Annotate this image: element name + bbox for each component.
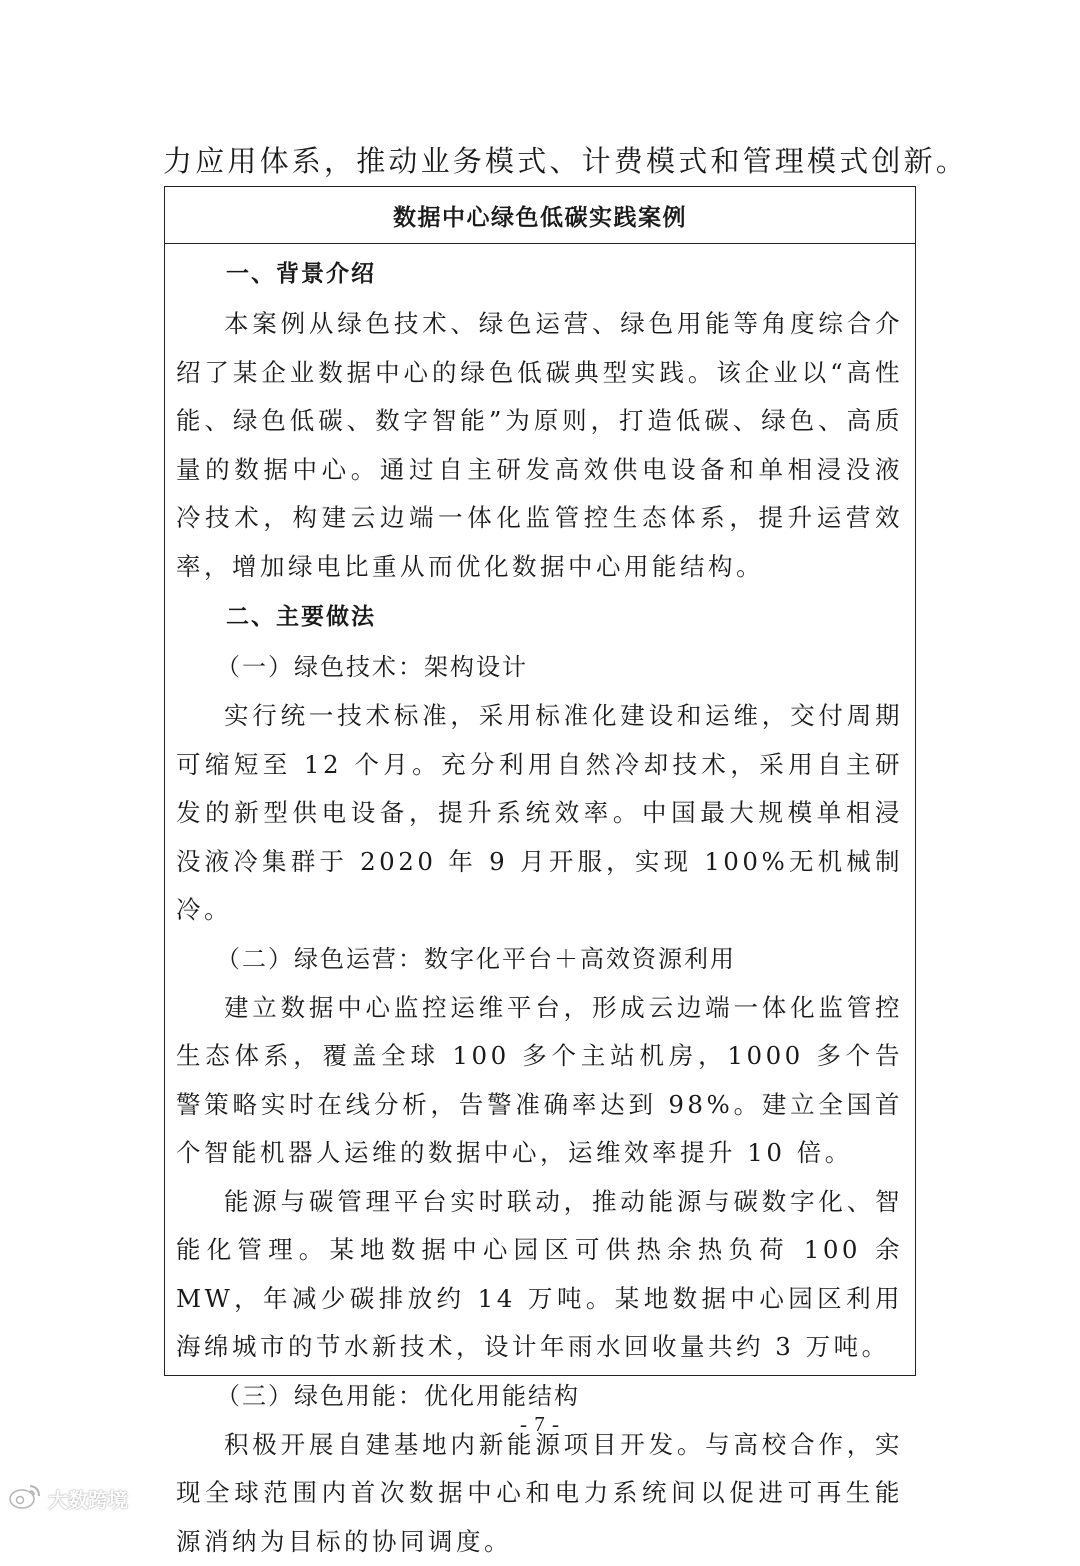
lead-text: 力应用体系，推动业务模式、计费模式和管理模式创新。 — [163, 136, 923, 186]
subheading-green-energy: （三）绿色用能：优化用能结构 — [176, 1372, 903, 1421]
case-title: 数据中心绿色低碳实践案例 — [165, 187, 915, 244]
paragraph-green-operation-1: 建立数据中心监控运维平台，形成云边端一体化监管控生态体系，覆盖全球 100 多个主站机房，1000 多个告警策略实时在线分析，告警准确率达到 98%。建立全国首个智能机器人运维的数据中心，运维效率提升 10 倍。 — [176, 984, 903, 1178]
weibo-logo-icon — [8, 1482, 42, 1514]
paragraph-green-tech: 实行统一技术标准，采用标准化建设和运维，交付周期可缩短至 12 个月。充分利用自然冷却技术，采用自主研发的新型供电设备，提升系统效率。中国最大规模单相浸没液冷集群于 2020 年 9 月开服，实现 100%无机械制冷。 — [176, 692, 903, 935]
section-heading-practices: 二、主要做法 — [176, 591, 903, 643]
paragraph-background: 本案例从绿色技术、绿色运营、绿色用能等角度综合介绍了某企业数据中心的绿色低碳典型实践。该企业以“高性能、绿色低碳、数字智能”为原则，打造低碳、绿色、高质量的数据中心。通过自主研发高效供电设备和单相浸没液冷技术，构建云边端一体化监管控生态体系，提升运营效率，增加绿电比重从而优化数据中心用能结构。 — [176, 300, 903, 591]
section-heading-background: 一、背景介绍 — [176, 248, 903, 300]
paragraph-green-operation-2: 能源与碳管理平台实时联动，推动能源与碳数字化、智能化管理。某地数据中心园区可供热余热负荷 100 余 MW，年减少碳排放约 14 万吨。某地数据中心园区利用海绵城市的节水新技术，设计年雨水回收量共约 3 万吨。 — [176, 1178, 903, 1372]
case-body — [165, 244, 915, 1566]
page-number: - 7 - — [0, 1412, 1080, 1437]
subheading-green-operation: （二）绿色运营：数字化平台＋高效资源利用 — [176, 935, 903, 984]
subheading-green-tech: （一）绿色技术：架构设计 — [176, 643, 903, 692]
paragraph-green-energy: 积极开展自建基地内新能源项目开发。与高校合作，实现全球范围内首次数据中心和电力系统间以促进可再生能源消纳为目标的协同调度。 — [176, 1421, 903, 1566]
case-table — [164, 186, 916, 1376]
watermark-text: 大数跨境 — [48, 1484, 128, 1513]
watermark — [8, 1482, 128, 1514]
